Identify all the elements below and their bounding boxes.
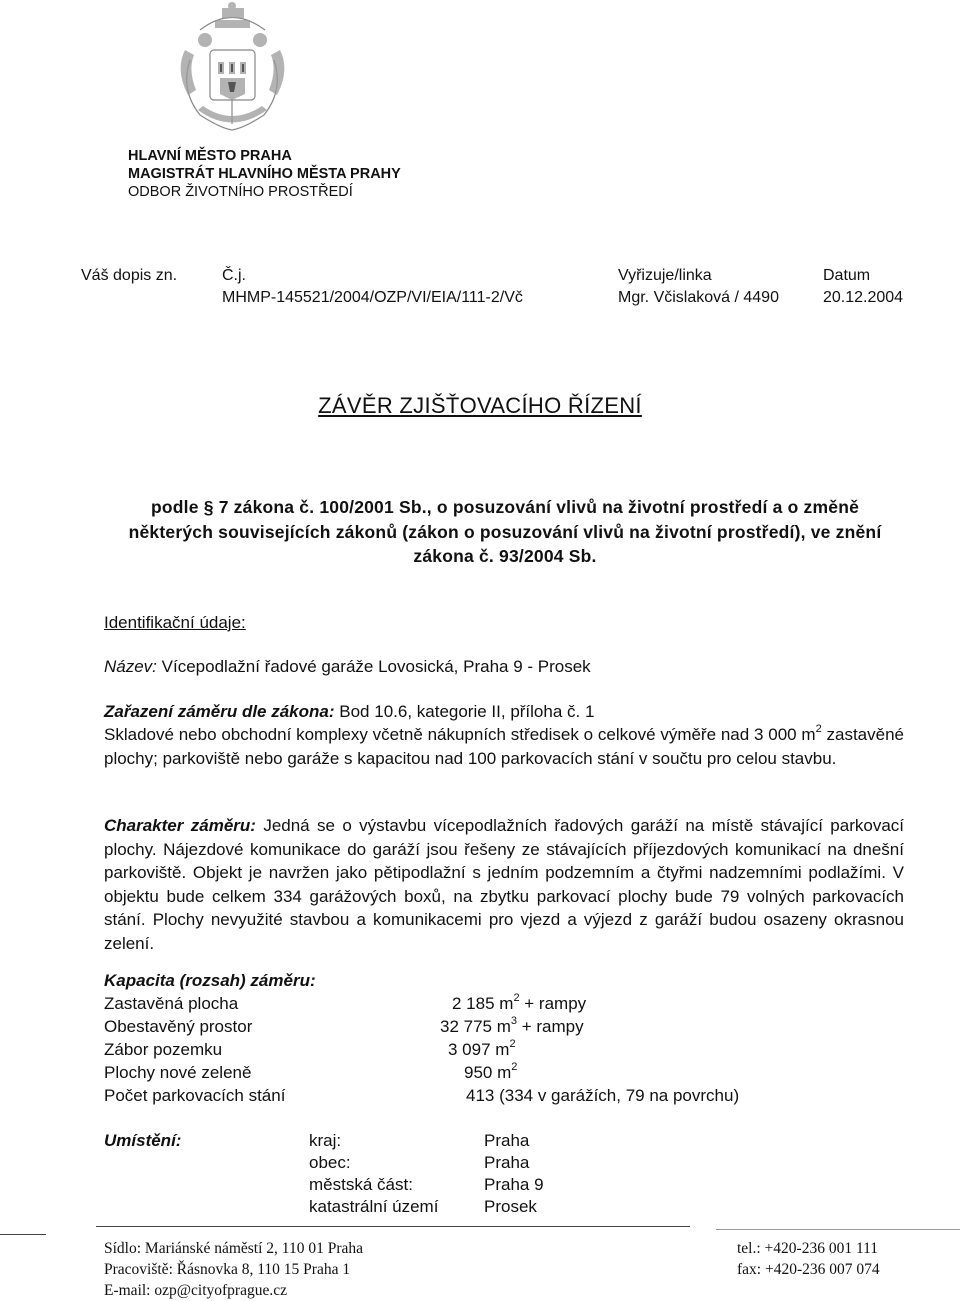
location-value: Praha 9	[484, 1175, 544, 1194]
capacity-value: 2 185 $m^2$ + rampy	[452, 992, 587, 1013]
classification-description: Skladové nebo obchodní komplexy včetně nákupních středisek o celkové výměře nad 3 000 $m^2$ zastavěné plochy; parkoviště nebo garáže s kapacitou nad 100 parkovacích stání v součtu pro celou stavbu.	[104, 723, 904, 768]
capacity-label: Zábor pozemku	[104, 1040, 223, 1059]
footer-divider	[716, 1229, 960, 1230]
footer-workplace: Pracoviště: Řásnovka 8, 110 15 Praha 1	[104, 1261, 351, 1278]
reference-number: MHMP-145521/2004/OZP/VI/EIA/111-2/Vč	[222, 289, 523, 306]
project-name	[104, 656, 591, 678]
project-character-label: Charakter záměru:	[104, 816, 256, 835]
location-value: Prosek	[484, 1197, 537, 1216]
location-label: kraj:	[309, 1131, 342, 1150]
capacity-value: 950 $m^2$	[464, 1061, 518, 1082]
date-value: 20.12.2004	[823, 289, 904, 306]
handled-by: Mgr. Včislaková / 4490	[618, 289, 779, 306]
project-name-value: Vícepodlažní řadové garáže Lovosická, Praha 9 - Prosek	[161, 657, 591, 676]
location-heading: Umístění:	[104, 1131, 182, 1150]
footer-divider	[0, 1234, 46, 1235]
classification-label: Zařazení záměru dle zákona:	[104, 702, 335, 721]
footer-phone: tel.: +420-236 001 111	[737, 1240, 879, 1257]
capacity-label: Obestavěný prostor	[104, 1017, 253, 1036]
location-label: městská část:	[309, 1175, 413, 1194]
capacity-value: 413 (334 v garážích, 79 na povrchu)	[466, 1086, 740, 1105]
identification-heading: Identifikační údaje:	[104, 613, 246, 632]
capacity-heading: Kapacita (rozsah) záměru:	[104, 971, 316, 990]
location-value: Praha	[484, 1153, 530, 1172]
location-label: katastrální území	[309, 1197, 439, 1216]
document-title: ZÁVĚR ZJIŠŤOVACÍHO ŘÍZENÍ	[318, 393, 642, 418]
header-department: ODBOR ŽIVOTNÍHO PROSTŘEDÍ	[128, 184, 353, 200]
reference-number-label: Č.j.	[222, 267, 246, 284]
location-value: Praha	[484, 1131, 530, 1150]
project-character	[104, 814, 904, 956]
project-character-text: Jedná se o výstavbu vícepodlažních řadových garáží na místě stávající parkovací plochy. Nájezdové komunikace do garáží jsou řešeny ze stávajících příjezdových komunikací na dnešní parkoviště. Objekt je navržen jako pětipodlažní s jedním podzemním a čtyřmi nadzemními podlažími. V objektu bude celkem 334 garážových boxů, na zbytku parkovací plochy bude 79 volných parkovacích stání. Plochy nevyužité stavbou a komunikacemi pro vjezd a výjezd z garáží budou osazeny okrasnou zelení.	[104, 816, 904, 953]
location-label: obec:	[309, 1153, 351, 1172]
capacity-value: 32 775 $m^3$ + rampy	[440, 1015, 584, 1036]
handled-by-label: Vyřizuje/linka	[618, 267, 712, 284]
your-letter-label: Váš dopis zn.	[81, 267, 178, 284]
capacity-value: 3 097 $m^2$	[448, 1038, 516, 1059]
header-city: HLAVNÍ MĚSTO PRAHA	[128, 148, 292, 164]
footer-divider	[96, 1226, 690, 1227]
footer-email[interactable]: E-mail: ozp@cityofprague.cz	[104, 1282, 287, 1299]
project-name-label: Název:	[104, 657, 157, 676]
footer-fax: fax: +420-236 007 074	[737, 1261, 880, 1278]
prague-coat-of-arms-logo	[170, 0, 295, 132]
footer-address: Sídlo: Mariánské náměstí 2, 110 01 Praha	[104, 1240, 364, 1257]
capacity-label: Plochy nové zeleně	[104, 1063, 252, 1082]
legal-basis: podle § 7 zákona č. 100/2001 Sb., o posuzování vlivů na životní prostředí a o změně některých souvisejících zákonů (zákon o posuzování vlivů na životní prostředí), ve znění zákona č. 93/2004 Sb.	[128, 497, 882, 566]
capacity-label: Počet parkovacích stání	[104, 1086, 286, 1105]
date-label: Datum	[823, 267, 871, 284]
classification-value: Bod 10.6, kategorie II, příloha č. 1	[339, 702, 595, 721]
header-magistrate: MAGISTRÁT HLAVNÍHO MĚSTA PRAHY	[128, 166, 401, 182]
classification	[104, 701, 594, 723]
capacity-label: Zastavěná plocha	[104, 994, 239, 1013]
